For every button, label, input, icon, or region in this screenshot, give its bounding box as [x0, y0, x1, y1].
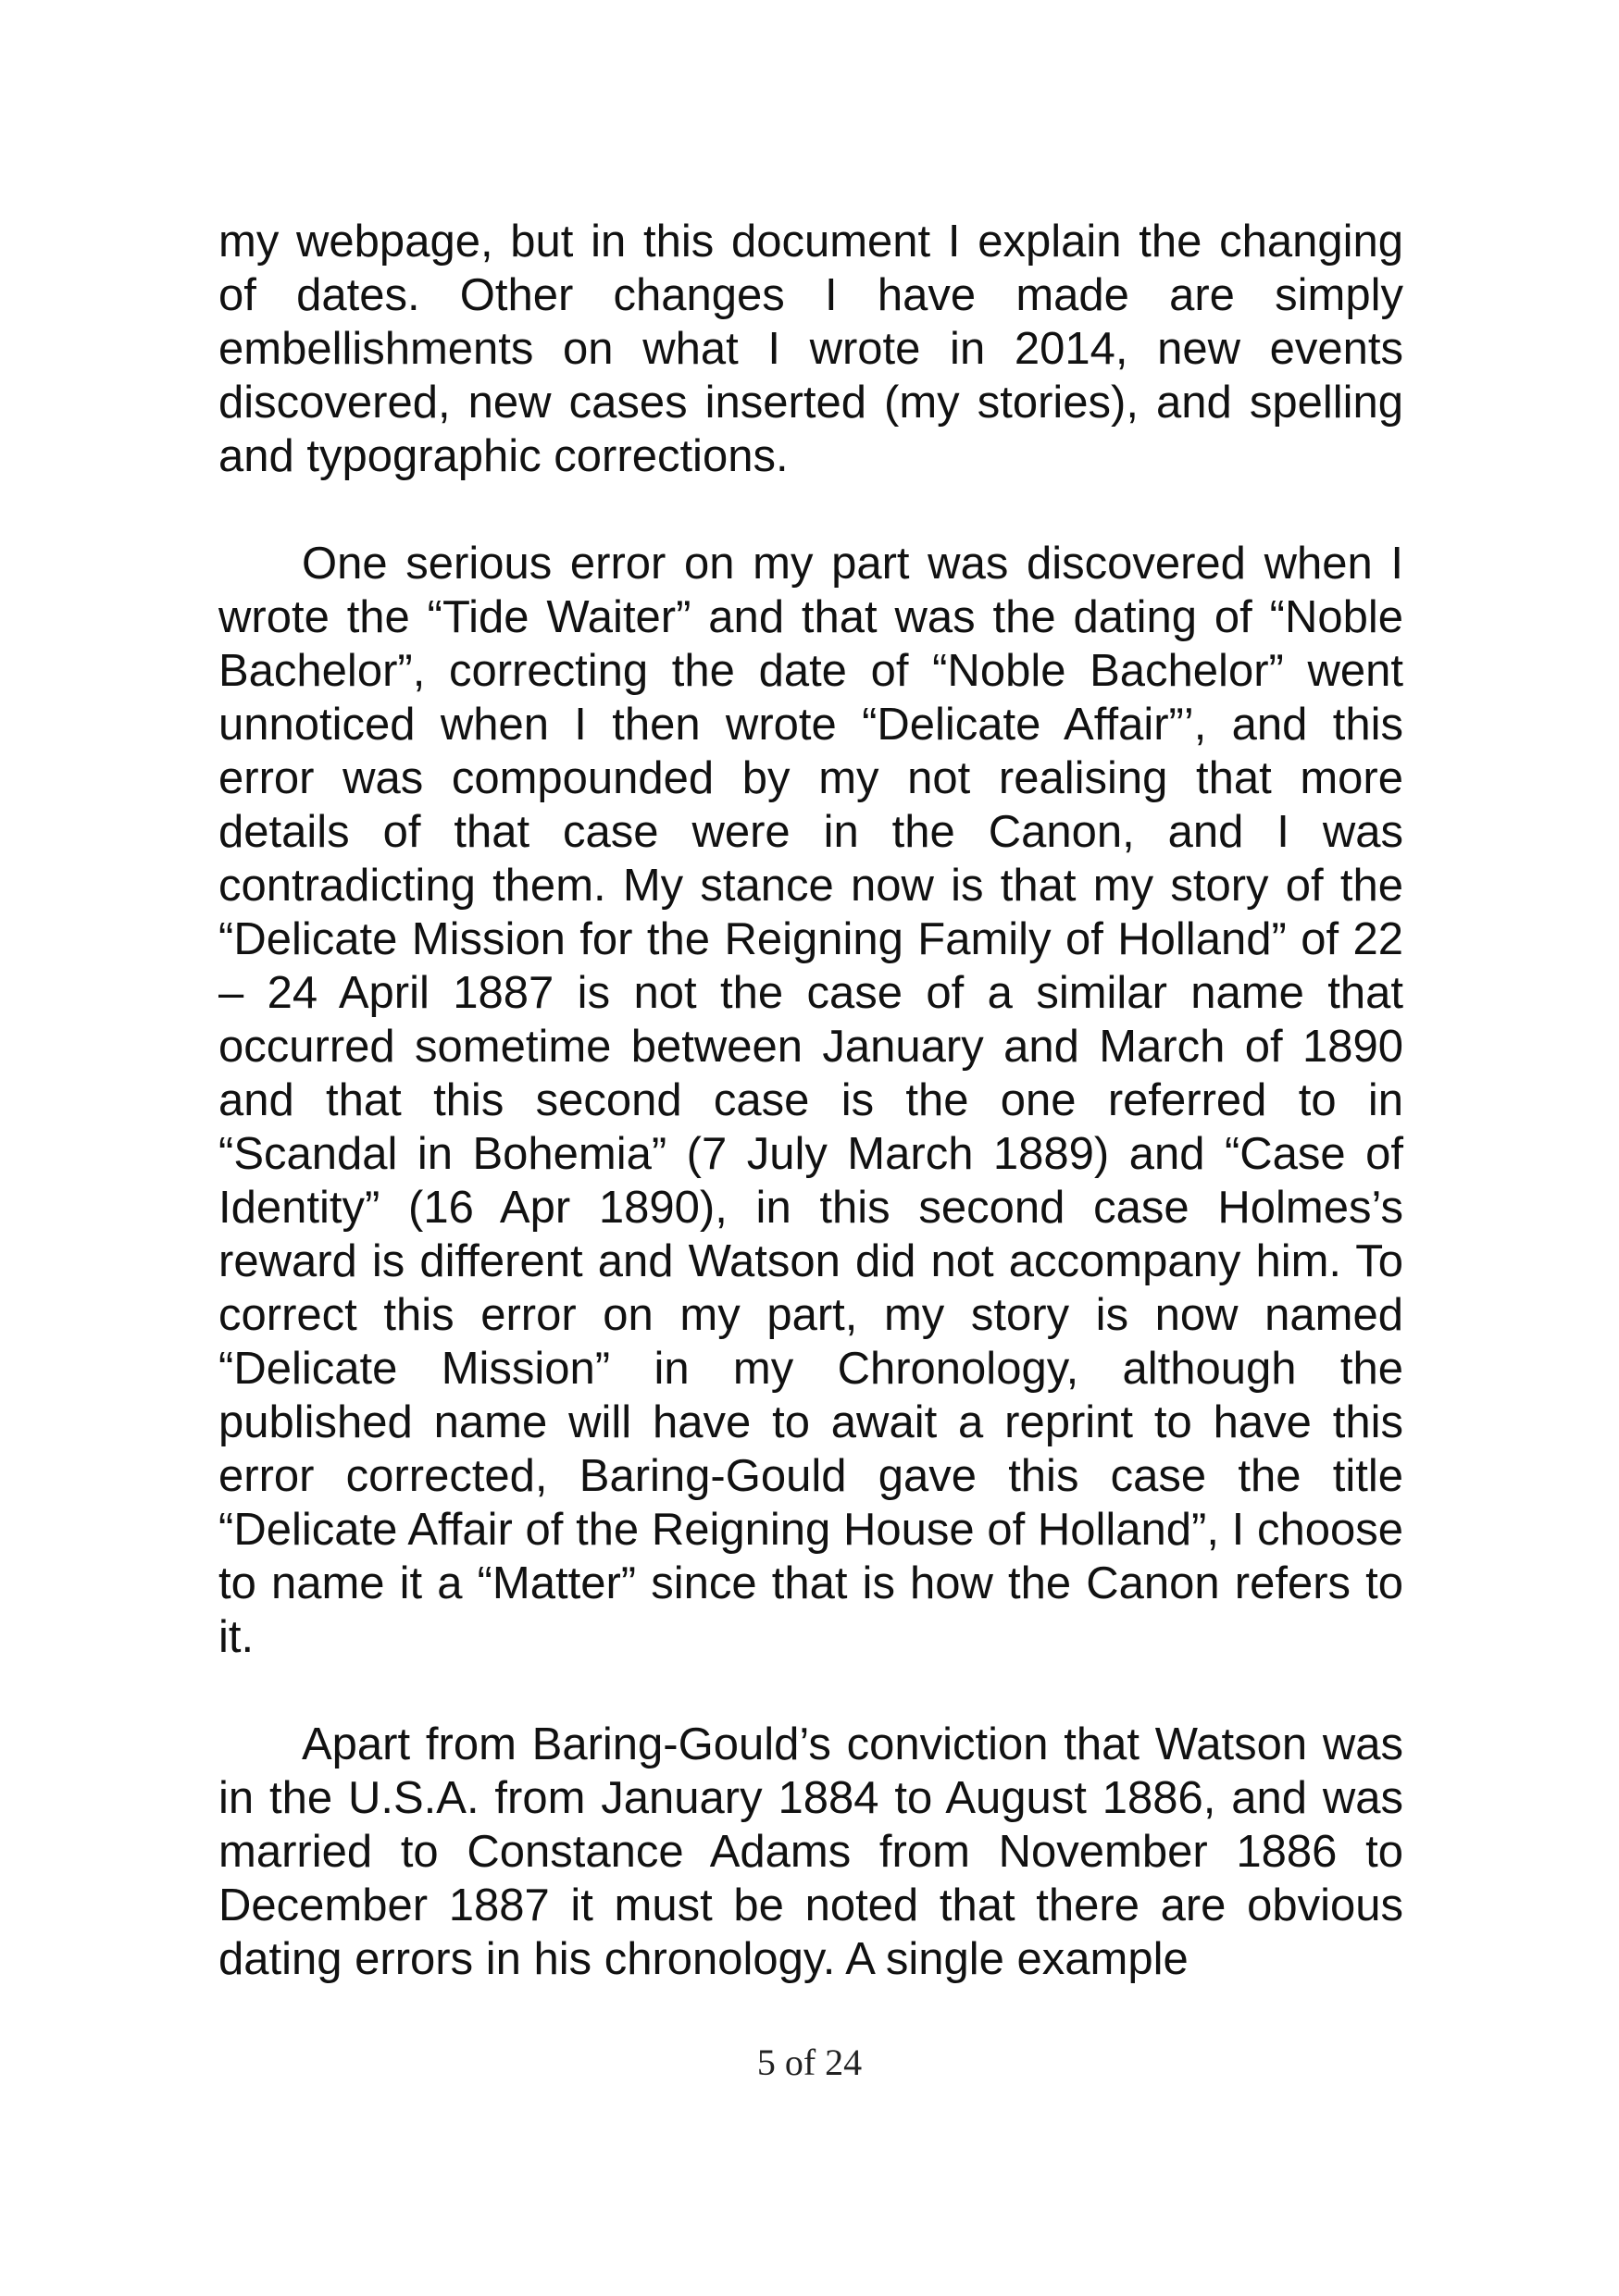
- paragraph-2: One serious error on my part was discovered when I wrote the “Tide Waiter” and that was the dating of “Noble Bachelor”, correcting the date of “Noble Bachelor” went unnoticed when I then wrote “Delicate Affair”’, and this error was compounded by my not realising that more details of that case were in the Canon, and I was contradicting them. My stance now is that my story of the “Delicate Mission for the Reigning Family of Holland” of 22 – 24 April 1887 is not the case of a similar name that occurred sometime between January and March of 1890 and that this second case is the one referred to in “Scandal in Bohemia” (7 July March 1889) and “Case of Identity” (16 Apr 1890), in this second case Holmes’s reward is different and Watson did not accompany him. To correct this error on my part, my story is now named “Delicate Mission” in my Chronology, although the published name will have to await a reprint to have this error corrected, Baring-Gould gave this case the title “Delicate Affair of the Reigning House of Holland”, I choose to name it a “Matter” since that is how the Canon refers to it.: [218, 539, 1403, 1662]
- page-number: 5 of 24: [756, 2042, 863, 2083]
- paragraph-3: Apart from Baring-Gould’s conviction that Watson was in the U.S.A. from January 1884 to August 1886, and was married to Constance Adams from November 1886 to December 1887 it must be noted that there are obvious dating errors in his chronology. A single example: [218, 1719, 1403, 1984]
- paragraph-1: my webpage, but in this document I explain the changing of dates. Other changes I have made are simply embellishments on what I wrote in 2014, new events discovered, new cases inserted (my stories), and spelling and typographic corrections.: [218, 217, 1403, 481]
- body-text: [218, 215, 1403, 1986]
